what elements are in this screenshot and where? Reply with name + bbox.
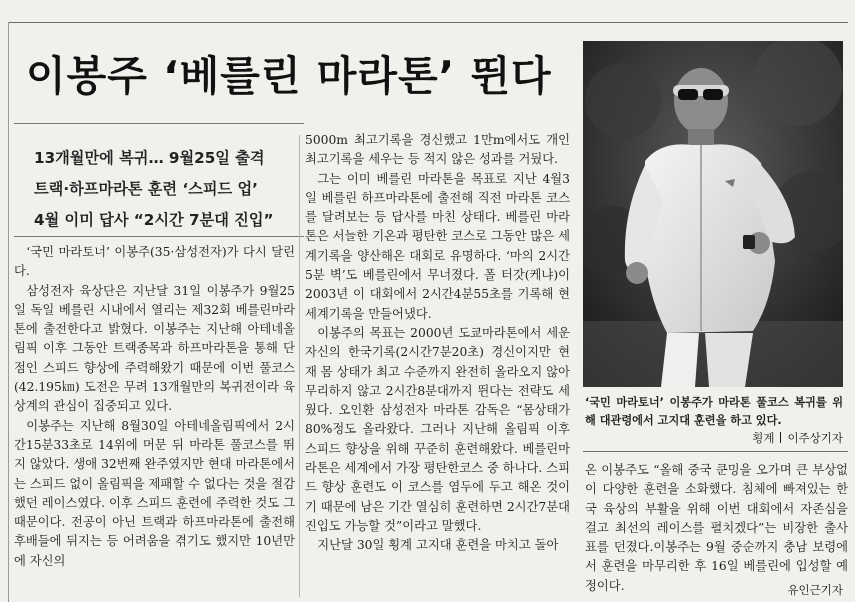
top-rule bbox=[8, 22, 848, 23]
credit-separator bbox=[780, 432, 781, 443]
article-paragraph: 5000m 최고기록을 경신했고 1만m에서도 개인 최고기록을 세우는 등 적지 않은 성과를 거뒀다. bbox=[305, 133, 570, 167]
article-paragraph: 이봉주는 지난해 8월30일 아테네올림픽에서 2시간15분33초로 14위에 머문 뒤 마라톤 풀코스를 뛰지 않았다. 생애 32번째 완주였지만 현대 마라톤에서는 스피드 없이 올림픽을 제패할 수 없다는 것을 절감했던 레이스였다. 이후 스피드 훈련에 주력한 것도 그 때문이다. 전공이 아닌 트랙과 하프마라톤에 출전해 후배들에 뒤지는 등 어려움을 겪기도 했지만 10년만에 자신의 bbox=[14, 418, 295, 568]
photo-caption: ‘국민 마라토너’ 이봉주가 마라톤 풀코스 복귀를 위해 대관령에서 고지대 훈련을 하고 있다. bbox=[585, 396, 843, 427]
subheadlines bbox=[34, 143, 296, 236]
right-column-rule bbox=[583, 451, 848, 452]
article-paragraph: 이봉주의 목표는 2000년 도쿄마라톤에서 세운 자신의 한국기록(2시간7분20초) 경신이지만 현재 몸 상태가 최고 수준까지 완전히 올라오지 않아 무리하지 않고 2시간8분대까지 뛴다는 전략도 세웠다. 오인환 삼성전자 마라톤 감독은 “몸상태가 80%정도 올라왔다. 그러나 지난해 올림픽 이후 스피드 향상을 위해 꾸준히 훈련해왔다. 베를린마라톤은 세계에서 가장 평탄한코스 중 하나다. 스피드 향상 훈련도 이 코스를 염두에 두고 해온 것이기 때문에 남은 기간 열심히 훈련하면 2시간7분대 진입도 가능할 것”이라고 말했다. bbox=[305, 325, 570, 533]
article-paragraph: 지난달 30일 횡계 고지대 훈련을 마치고 돌아 bbox=[317, 538, 559, 553]
column-divider bbox=[299, 135, 300, 597]
article-paragraph: 삼성전자 육상단은 지난달 31일 이봉주가 9월25일 독일 베를린 시내에서 열리는 제32회 베를린마라톤에 출전한다고 밝혔다. 이봉주는 지난해 아테네올림픽 이후 그동안 트랙종목과 하프마라톤을 통해 단점인 스피드 향상에 주력해왔기 때문에 이번 풀코스(42.195㎞) 도전은 무려 13개월만의 복귀전이라 육상계의 관심이 집중되고 있다. bbox=[14, 283, 295, 414]
subhead-line: 13개월만에 복귀… 9월25일 출격 bbox=[34, 149, 265, 167]
article-column-left bbox=[14, 243, 295, 599]
subhead-line: 트랙·하프마라톤 훈련 ‘스피드 업’ bbox=[34, 180, 258, 198]
subhead-divider bbox=[14, 236, 304, 237]
runner-photo bbox=[583, 41, 843, 387]
headline: 이봉주 ‘베를린 마라톤’ 뛴다 bbox=[26, 52, 552, 100]
subhead-line: 4월 이미 답사 “2시간 7분대 진입” bbox=[34, 211, 274, 229]
article-paragraph: 온 이봉주도 “올해 중국 쿤밍을 오가며 큰 부상없이 다양한 훈련을 소화했다. 침체에 빠져있는 한국 육상의 부활을 위해 이번 대회에서 자존심을 걸고 최선의 레이스를 펼치겠다”는 비장한 출사표를 던졌다.이봉주는 9월 중순까지 충남 보령에서 훈련을 마무리한 후 16일 베를린에 입성할 예정이다. bbox=[585, 463, 848, 593]
left-edge-rule bbox=[8, 22, 9, 602]
photo-credit bbox=[752, 430, 843, 446]
article-column-middle bbox=[305, 131, 570, 599]
article-paragraph: 그는 이미 베를린 마라톤을 목표로 지난 4월3일 베를린 하프마라톤에 출전해 직전 마라톤 코스를 달려보는 등 답사를 마친 상태다. 베를린 마라톤은 서늘한 기온과 평탄한 코스로 그동안 많은 세계기록을 양산해온 대회로 유명하다. ‘마의 2시간5분 벽’도 베를린에서 무너졌다. 폴 터갓(케냐)이 2003년 이 대회에서 2시간4분55초를 기록해 현 세계기록을 만들어냈다. bbox=[305, 171, 570, 321]
article-column-right bbox=[585, 461, 848, 599]
article-paragraph: ‘국민 마라토너’ 이봉주(35·삼성전자)가 다시 달린다. bbox=[14, 245, 295, 279]
runner-photo-illustration bbox=[583, 41, 843, 387]
byline: 유인근기자 bbox=[787, 583, 843, 597]
headline-divider bbox=[14, 123, 304, 124]
photo-credit-name: 이주상기자 bbox=[787, 431, 843, 445]
photo-credit-place: 횡계 bbox=[752, 431, 775, 445]
